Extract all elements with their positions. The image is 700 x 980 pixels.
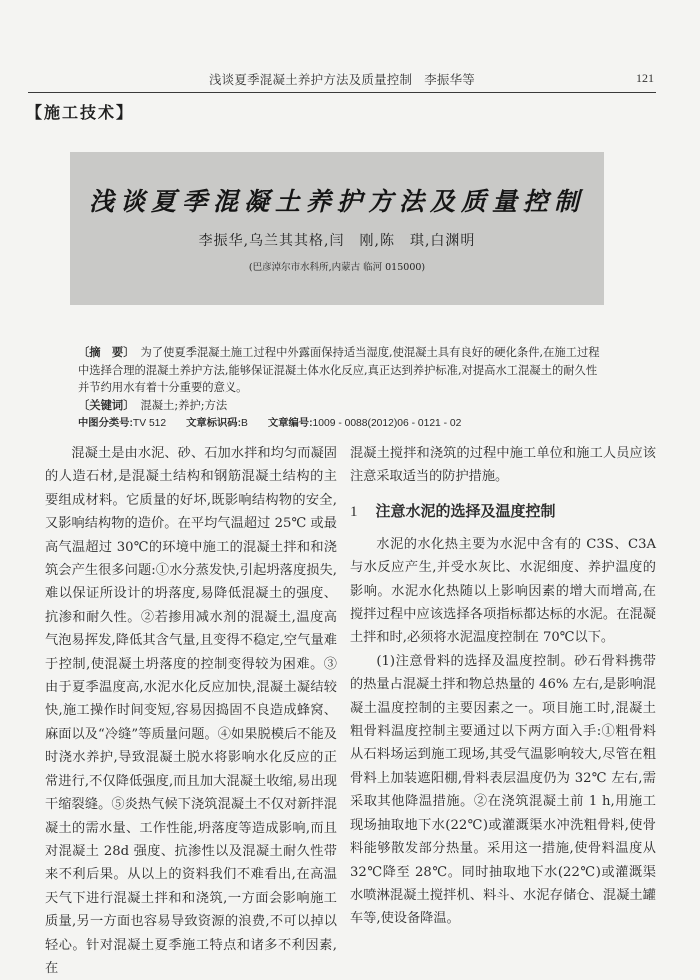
keywords	[78, 397, 608, 415]
abstract-text: 为了使夏季混凝土施工过程中外露面保持适当湿度,使混凝土具有良好的硬化条件,在施工过程中选择合理的混凝土养护方法,能够保证混凝土体水化反应,真正达到养护标准,对提高水工混凝土的耐久性并节约用水有着十分重要的意义。	[78, 346, 600, 394]
keywords-text: 混凝土;养护;方法	[140, 398, 228, 412]
abstract	[78, 344, 608, 397]
body-paragraph: (1)注意骨料的选择及温度控制。砂石骨料携带的热量占混凝土拌和物总热量的 46% 左右,是影响混凝土温度控制的主要因素之一。项目施工时,混凝土粗骨料温度控制主要通过以下两方面入手:①粗骨料从石料场运到施工现场,其受气温影响较大,尽管在粗骨料上加装遮阳棚,骨料表层温度仍为 32℃ 左右,需采取其他降温措施。②在浇筑混凝土前 1 h,用施工现场抽取地下水(22℃)或灌溉渠水冲洗粗骨料,使骨料能够散发部分热量。采用这一措施,使骨料温度从 32℃降至 28℃。同时抽取地下水(22℃)或灌溉渠水喷淋混凝土搅拌机、料斗、水泥存储仓、混凝土罐车等,使设备降温。	[350, 653, 656, 927]
body-paragraph: 混凝土是由水泥、砂、石加水拌和均匀而凝固的人造石材,是混凝土结构和钢筋混凝土结构的主要组成材料。它质量的好坏,既影响结构物的安全,又影响结构物的造价。在平均气温超过 25℃ 或最高气温超过 30℃的环境中施工的混凝土拌和和浇筑会产生很多问题:①水分蒸发快,引起坍落度损失,难以保证所设计的坍落度,易降低混凝土的强度、抗渗和耐久性。②若掺用减水剂的混凝土,温度高气泡易挥发,降低其含气量,且变得不稳定,空气量难于控制,使混凝土坍落度的控制变得较为困难。③由于夏季温度高,水泥水化反应加快,混凝土凝结较快,施工操作时间变短,容易因捣固不良造成蜂窝、麻面以及“冷缝”等质量问题。④如果脱模后不能及时浇水养护,导致混凝土脱水将影响水化反应的正常进行,不仅降低强度,而且加大混凝土收缩,易出现干缩裂缝。⑤炎热气候下浇筑混凝土不仅对新拌混凝土的需水量、工作性能,坍落度等造成影响,而且对混凝土 28d 强度、抗渗性以及混凝土耐久性带来不利后果。从以上的资料我们不难看出,在高温天气下进行混凝土拌和和浇筑,一方面会影响施工质量,另一方面也容易导致资源的浪费,不可以掉以轻心。针对混凝土夏季施工特点和诸多不利因素,在	[45, 446, 337, 976]
doc-code-value: B	[241, 418, 248, 429]
classification-line	[78, 415, 608, 433]
body-paragraph: 水泥的水化热主要为水泥中含有的 C3S、C3A 与水反应产生,并受水灰比、水泥细度、养护温度的影响。水泥水化热随以上影响因素的增大而增高,在搅拌过程中应该选择各项指标都达标的水泥。在混凝土拌和时,必须将水泥温度控制在 70℃以下。	[350, 536, 656, 646]
article-title: 浅谈夏季混凝土养护方法及质量控制	[88, 187, 585, 216]
article-affiliation: (巴彦淖尔市水科所,内蒙古 临河 015000)	[248, 262, 426, 273]
section-heading	[350, 500, 656, 523]
abstract-block	[78, 344, 608, 433]
running-title: 浅谈夏季混凝土养护方法及质量控制	[208, 72, 413, 87]
article-no-value: 1009 - 0088(2012)06 - 0121 - 02	[312, 418, 462, 429]
body-column-right	[350, 442, 656, 931]
running-author: 李振华等	[424, 72, 475, 87]
running-title-line	[28, 70, 656, 88]
running-header	[28, 66, 656, 93]
body-column-left	[45, 442, 337, 980]
column-tag: 【施工技术】	[26, 103, 135, 122]
section-number: 1	[350, 503, 358, 520]
abstract-label: 〔摘 要〕	[78, 345, 135, 359]
article-authors: 李振华,乌兰其其格,闫 刚,陈 琪,白渊明	[198, 233, 476, 249]
section-title: 注意水泥的选择及温度控制	[375, 501, 556, 520]
article-no-label: 文章编号:	[267, 418, 313, 429]
doc-code-label: 文章标识码:	[186, 418, 242, 429]
body-paragraph-continuation: 混凝土搅拌和浇筑的过程中施工单位和施工人员应该注意采取适当的防护措施。	[350, 446, 656, 485]
clc-label: 中图分类号:	[78, 418, 133, 429]
title-banner	[70, 152, 604, 305]
page-number: 121	[636, 71, 654, 85]
keywords-label: 〔关键词〕	[78, 397, 135, 412]
clc-value: TV 512	[132, 418, 167, 429]
